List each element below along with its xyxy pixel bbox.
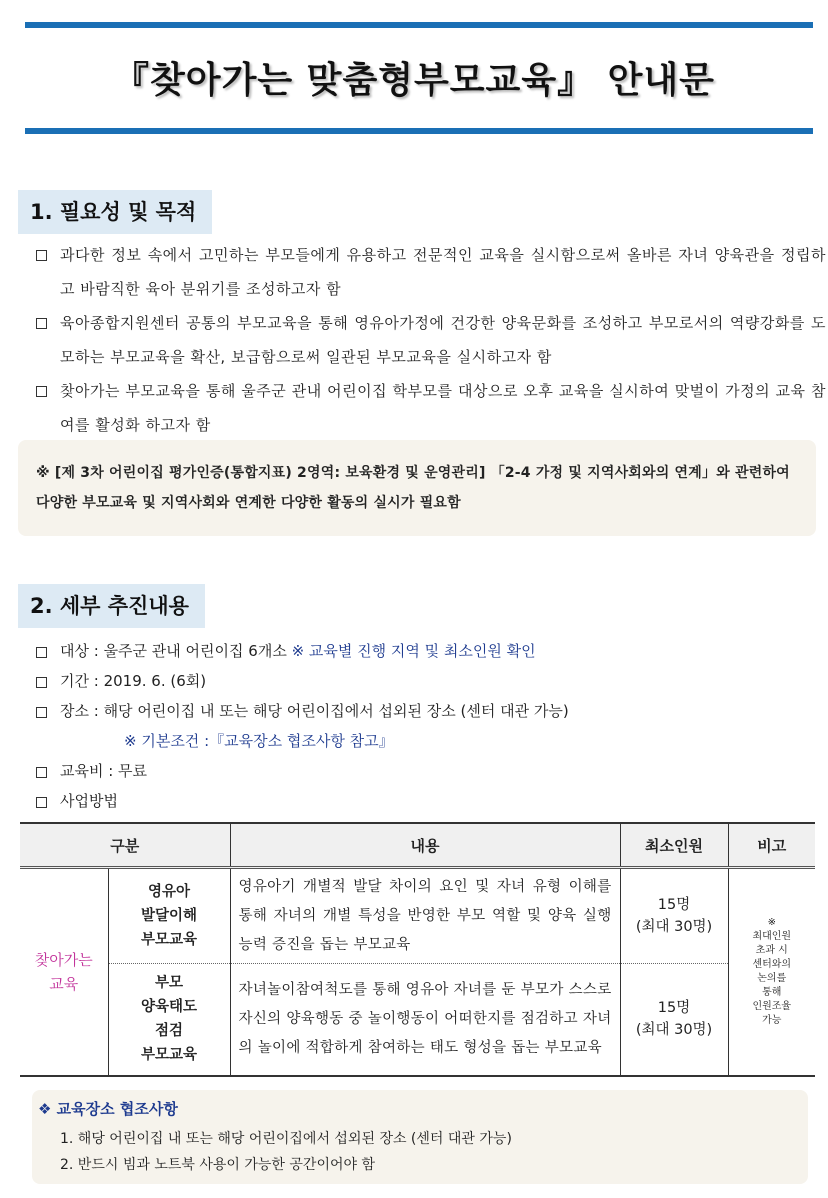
target-row — [34, 636, 824, 666]
table-row — [20, 868, 815, 964]
min-people-cell — [620, 964, 728, 1076]
page-title: 『찾아가는 맞춤형부모교육』 안내문 — [113, 60, 715, 101]
program-table — [20, 822, 815, 1077]
place-row — [34, 696, 824, 726]
remark-text: ※ 최대인원 초과 시 센터와의 논의를 통해 인원조율 가능 — [752, 916, 792, 1026]
checkbox-bullet-icon — [36, 386, 47, 397]
target-text: 대상 : 울주군 관내 어린이집 6개소 — [60, 642, 287, 660]
checkbox-bullet-icon — [36, 767, 47, 778]
cooperation-title: ❖ 교육장소 협조사항 — [38, 1100, 178, 1118]
checkbox-bullet-icon — [36, 318, 47, 329]
bullet-text: 육아종합지원센터 공통의 부모교육을 통해 영유아가정에 건강한 양육문화를 조성하고 부모로서의 역량강화를 도모하는 부모교육을 확산, 보급함으로써 일관된 부모교육을 실시하고자 함 — [60, 314, 826, 366]
bottom-rule — [25, 128, 813, 134]
header-category: 구분 — [20, 823, 230, 868]
method-row — [34, 786, 824, 816]
list-item — [36, 374, 826, 442]
evaluation-note-text: ※ [제 3차 어린이집 평가인증(통합지표) 2영역: 보육환경 및 운영관리] 「2-4 가정 및 지역사회와의 연계」와 관련하여 다양한 부모교육 및 지역사회와 연계한 다양한 활동의 실시가 필요함 — [36, 465, 790, 511]
cooperation-item: 2. 반드시 빔과 노트북 사용이 가능한 공간이어야 함 — [60, 1157, 375, 1173]
top-rule — [25, 22, 813, 28]
checkbox-bullet-icon — [36, 250, 47, 261]
method-text: 사업방법 — [60, 792, 118, 810]
place-text: 장소 : 해당 어린이집 내 또는 해당 어린이집에서 섭외된 장소 (센터 대관 가능) — [60, 702, 569, 720]
sub-category-cell — [108, 964, 230, 1076]
place-note — [34, 726, 824, 756]
min-people-text: 15명 (최대 30명) — [635, 897, 713, 935]
place-note-text: ※ 기본조건 :『교육장소 협조사항 참고』 — [124, 732, 394, 750]
sub-category-text: 영유아 발달이해 부모교육 — [140, 884, 198, 948]
section-1-bullets — [36, 238, 826, 442]
sub-category-text: 부모 양육태도 점검 부모교육 — [140, 975, 198, 1064]
header-content: 내용 — [230, 823, 620, 868]
section-1-heading: 1. 필요성 및 목적 — [18, 190, 212, 234]
checkbox-bullet-icon — [36, 647, 47, 658]
checkbox-bullet-icon — [36, 797, 47, 808]
list-item — [36, 238, 826, 306]
category-cell — [20, 868, 108, 1076]
period-text: 기간 : 2019. 6. (6회) — [60, 672, 207, 690]
header-remark: 비고 — [728, 823, 815, 868]
section-2-details — [34, 636, 824, 816]
bullet-text: 찾아가는 부모교육을 통해 울주군 관내 어린이집 학부모를 대상으로 오후 교육을 실시하여 맞벌이 가정의 교육 참여를 활성화 하고자 함 — [60, 382, 826, 434]
table-header-row — [20, 823, 815, 868]
sub-category-cell — [108, 868, 230, 964]
checkbox-bullet-icon — [36, 707, 47, 718]
content-cell: 영유아기 개별적 발달 차이의 요인 및 자녀 유형 이해를 통해 자녀의 개별 특성을 반영한 부모 역할 및 양육 실행 능력 증진을 돕는 부모교육 — [230, 868, 620, 964]
content-cell: 자녀놀이참여척도를 통해 영유아 자녀를 둔 부모가 스스로 자신의 양육행동 중 놀이행동이 어떠한지를 점검하고 자녀의 놀이에 적합하게 참여하는 태도 형성을 돕는 부모교육 — [230, 964, 620, 1076]
venue-cooperation-box — [32, 1090, 808, 1184]
table-row — [20, 964, 815, 1076]
cooperation-item: 1. 해당 어린이집 내 또는 해당 어린이집에서 섭외된 장소 (센터 대관 가능) — [60, 1131, 512, 1147]
category-text: 찾아가는 교육 — [34, 950, 93, 993]
evaluation-note-box — [18, 440, 816, 536]
checkbox-bullet-icon — [36, 677, 47, 688]
period-row — [34, 666, 824, 696]
header-min-people: 최소인원 — [620, 823, 728, 868]
min-people-text: 15명 (최대 30명) — [635, 1000, 713, 1039]
fee-text: 교육비 : 무료 — [60, 762, 148, 780]
remark-cell — [728, 868, 815, 1076]
target-note: ※ 교육별 진행 지역 및 최소인원 확인 — [291, 642, 536, 660]
min-people-cell — [620, 868, 728, 964]
fee-row — [34, 756, 824, 786]
section-2-heading: 2. 세부 추진내용 — [18, 584, 205, 628]
bullet-text: 과다한 정보 속에서 고민하는 부모들에게 유용하고 전문적인 교육을 실시함으로써 올바른 자녀 양육관을 정립하고 바람직한 육아 분위기를 조성하고자 함 — [60, 246, 826, 298]
list-item — [36, 306, 826, 374]
